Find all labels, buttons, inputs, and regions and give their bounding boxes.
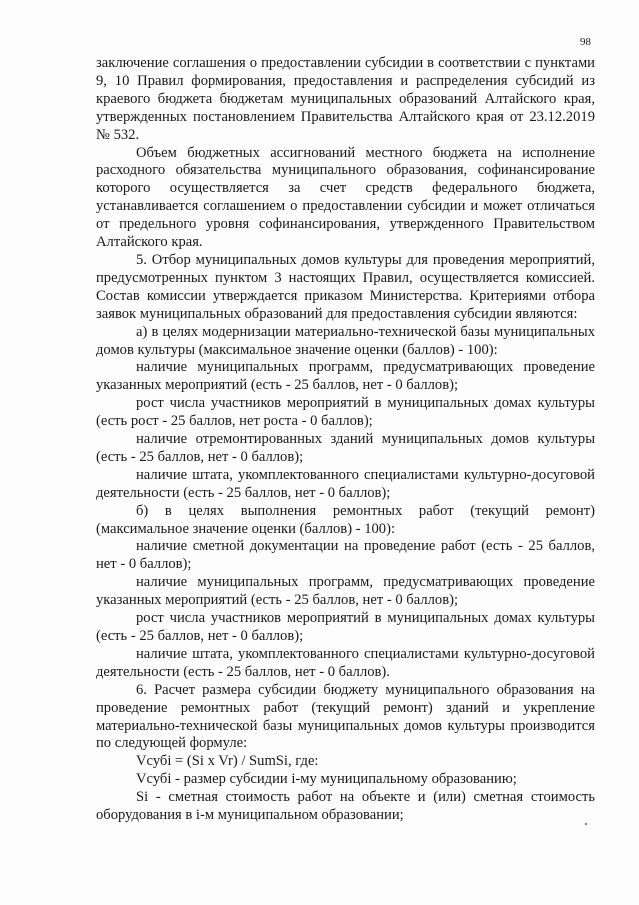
paragraph-1: заключение соглашения о предоставлении субсидии в соответствии с пунктами 9, 10 Правил формирования, предоставления и распределения субсидий из краевого бюджета бюджетам муниципальных образований Алтайского края, утвержденных постановлением Правительства Алтайского края от 23.12.2019 № 532. (96, 55, 595, 143)
formula-definition-1: Vсубi - размер субсидии i-му муниципальному образованию; (136, 771, 517, 788)
paragraph-5: наличие муниципальных программ, предусматривающих проведение указанных мероприятий (есть - 25 баллов, нет - 0 баллов); (96, 359, 595, 394)
paragraph-3: 5. Отбор муниципальных домов культуры для проведения мероприятий, предусмотренных пунктом 3 настоящих Правил, осуществляется комиссией. Состав комиссии утверждается приказом Министерства. Критериями отбора заявок муниципальных образований для предоставления субсидии являются: (96, 251, 595, 322)
paragraph-11: наличие муниципальных программ, предусматривающих проведение указанных мероприятий (есть - 25 баллов, нет - 0 баллов); (96, 574, 595, 609)
paragraph-6: рост числа участников мероприятий в муниципальных домах культуры (есть рост - 25 баллов, нет роста - 0 баллов); (96, 395, 595, 430)
paragraph-2: Объем бюджетных ассигнований местного бюджета на исполнение расходного обязательства муниципального образования, софинансирование которого осуществляется за счет средств федерального бюджета, устанавливается соглашением о предоставлении субсидии и может отличаться от предельного уровня софинансирования, утвержденного Правительством Алтайского края. (96, 144, 595, 251)
formula: Vсубi = (Si x Vr) / SumSi, где: (136, 753, 319, 770)
paragraph-13: наличие штата, укомплектованного специалистами культурно-досуговой деятельности (есть - 25 баллов, нет - 0 баллов). (96, 645, 595, 680)
paragraph-10: наличие сметной документации на проведение работ (есть - 25 баллов, нет - 0 баллов); (96, 538, 595, 573)
paragraph-7: наличие отремонтированных зданий муниципальных домов культуры (есть - 25 баллов, нет - 0 баллов); (96, 431, 595, 465)
paragraph-4: а) в целях модернизации материально-технической базы муниципальных домов культуры (максимальное значение оценки (баллов) - 100): (96, 323, 595, 358)
paragraph-14: 6. Расчет размера субсидии бюджету муниципального образования на проведение ремонтных работ (текущий ремонт) зданий и укрепление материально-технической базы муниципальных домов культуры производится по следующей формуле: (96, 681, 595, 752)
paragraph-9: б) в целях выполнения ремонтных работ (текущий ремонт) (максимальное значение оценки (баллов) - 100): (96, 502, 595, 537)
page-number: 98 (580, 36, 591, 48)
paragraph-12: рост числа участников мероприятий в муниципальных домах культуры (есть - 25 баллов, нет - 0 баллов); (96, 610, 595, 644)
formula-definition-2: Si - сметная стоимость работ на объекте и (или) сметная стоимость оборудования в i-м муниципальном образовании; (96, 789, 595, 824)
paragraph-8: наличие штата, укомплектованного специалистами культурно-досуговой деятельности (есть - 25 баллов, нет - 0 баллов); (96, 466, 595, 501)
scan-speck (585, 823, 587, 825)
